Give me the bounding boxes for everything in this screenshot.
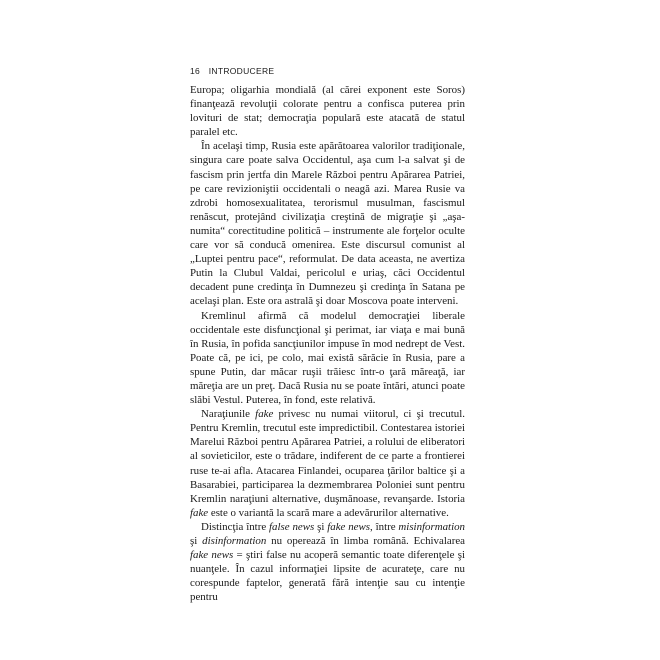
text-run: = ştiri false nu acoperă semantic toate diferenţele şi nuanţele. În cazul informaţiei lipsite de acurateţe, care nu corespunde faptelor, generată fără intenţie sau cu intenţie pentru [190, 549, 465, 604]
running-head [190, 66, 274, 76]
italic-term: fake news [190, 549, 234, 562]
text-run: Distincţia între [201, 520, 270, 533]
text-run: este o variantă la scară mare a adevărurilor alternative. [208, 506, 449, 519]
italic-term: fake news [327, 520, 371, 533]
text-run: , între [370, 520, 399, 533]
paragraph [190, 520, 465, 605]
page-number: 16 [190, 66, 201, 76]
italic-term: fake [190, 506, 209, 519]
text-run: Europa; oligarhia mondială (al cărei exponent este Soros) finanţează revoluţii colorate pentru a confisca puterea prin lovituri de stat; democraţia populară este atacată de statul paralel etc. [190, 84, 465, 139]
text-run: şi [314, 520, 328, 533]
paragraph [190, 407, 465, 520]
text-run: Kremlinul afirmă că modelul democraţiei liberale occidentale este disfuncţional şi perimat, iar viaţa e mai bună în Rusia, în pofida sancţiunilor impuse în mod nedrept de Vest. Poate că, pe ici, pe colo, mai există sărăcie în Rusia, pare a spune Putin, dar măcar ruşii trăiesc într-o ţară măreaţă, iar măreţia are un preţ. Dacă Rusia nu se poate întări, atunci poate slăbi Vestul. Puterea, în fond, este relativă. [190, 309, 465, 407]
italic-term: fake [255, 408, 274, 421]
text-run: Naraţiunile [201, 408, 256, 421]
italic-term: misinformation [398, 520, 465, 533]
italic-term: false news [269, 520, 315, 533]
text-run: privesc nu numai viitorul, ci şi trecutul. Pentru Kremlin, trecutul este impredictibil. Contestarea istoriei Marelui Război pentru Apărarea Patriei, a rolului de eliberatori al sovieticilor, este o trădare, indiferent de ce parte a frontierei ruse te-ai afla. Atacarea Finlandei, ocuparea ţărilor baltice şi a Basarabiei, participarea la dezmembrarea Poloniei sunt pentru Kremlin naraţiuni alternative, duşmănoase, revanşarde. Istoria [190, 408, 465, 505]
paragraph [190, 309, 465, 408]
italic-term: disinformation [202, 535, 267, 547]
text-run: În acelaşi timp, Rusia este apărătoarea valorilor tradiţionale, singura care poate salva Occidentul, aşa cum l-a salvat şi de fascism prin jertfa din Marele Război pentru Apărarea Patriei, pe care revizioniştii occidentali o neagă azi. Marea Rusie va zdrobi homosexualitatea, terorismul musulman, fascismul renăscut, protejând civilizaţia creştină de migraţie şi „aşa-numita“ corectitudine politică – instrumente ale forţelor oculte care vor să conducă omenirea. Este discursul comunist al „Luptei pentru pace“, reformulat. De data aceasta, ne avertiza Putin la Clubul Valdai, pericolul e uriaş, căci Occidentul decadent pune credinţa în Dumnezeu şi credinţa în Satana pe acelaşi plan. Este ora astrală şi doar Moscova poate interveni. [190, 140, 465, 308]
paragraph [190, 83, 465, 139]
body-text [190, 83, 465, 604]
paragraph [190, 139, 465, 308]
text-run: şi [190, 535, 203, 547]
text-run: nu operează în limba română. Echivalarea [266, 535, 465, 547]
section-title: INTRODUCERE [208, 66, 275, 76]
